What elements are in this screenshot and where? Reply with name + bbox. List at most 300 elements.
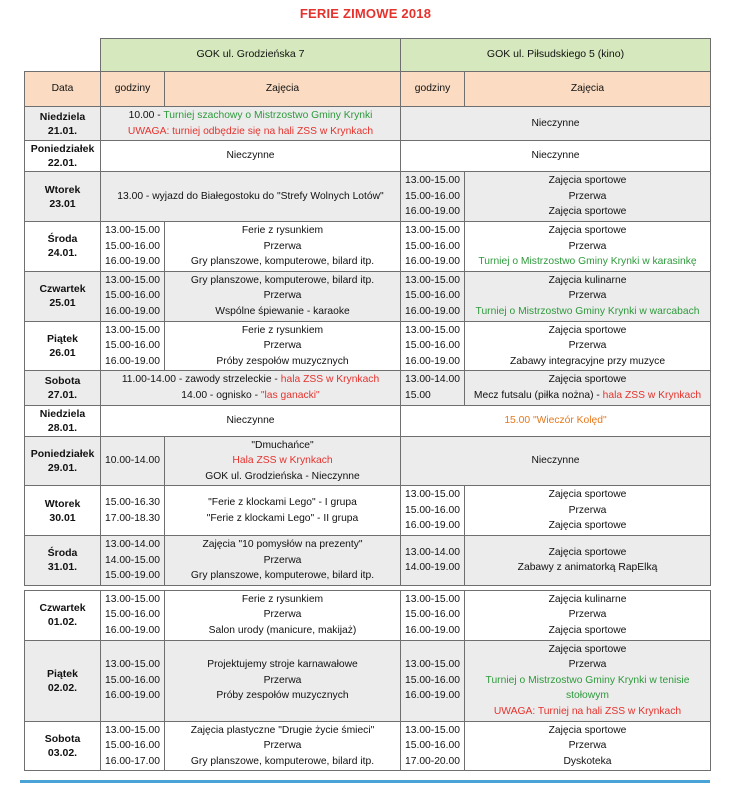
left-activity-text: Gry planszowe, komputerowe, bilard itp. — [190, 274, 375, 286]
day-name: Wtorek — [44, 183, 81, 196]
right-activity-line — [403, 116, 708, 132]
hours-line: 16.00-19.00 — [405, 206, 460, 218]
left-hours — [101, 271, 165, 321]
left-activity-line — [167, 511, 398, 527]
right-activities — [465, 172, 711, 222]
left-activity-text: 11.00-14.00 - zawody strzeleckie - — [121, 374, 281, 386]
location-left: GOK ul. Grodzieńska 7 — [101, 39, 401, 72]
right-activity-text: Zajęcia sportowe — [548, 520, 627, 532]
right-activity-line — [467, 223, 708, 239]
right-activity-text: Turniej o Mistrzostwo Gminy Krynki w warcabach — [475, 305, 700, 317]
hours-line: 15.00-16.00 — [405, 240, 460, 252]
day-name: Poniedziałek — [30, 447, 95, 460]
hours-line: 15.00-16.00 — [405, 504, 460, 516]
hours-line: 15.00-16.00 — [105, 674, 160, 686]
hours-line: 15.00-16.00 — [405, 740, 460, 752]
left-hours — [101, 590, 165, 640]
right-activities — [465, 371, 711, 405]
col-header-date: Data — [25, 72, 101, 107]
left-activity-text: Gry planszowe, komputerowe, bilard itp. — [190, 256, 375, 268]
left-activities-merged — [101, 172, 401, 222]
hours-line: 15.00-16.30 — [105, 497, 160, 509]
right-activity-line — [403, 413, 708, 429]
column-header-row — [25, 72, 711, 107]
left-activity-text: "Dmuchańce" — [251, 439, 314, 451]
right-activity-line — [467, 723, 708, 739]
right-activities — [465, 536, 711, 586]
hours-line: 15.00-16.00 — [105, 340, 160, 352]
left-activities — [165, 221, 401, 271]
right-activity-text: Turniej o Mistrzostwo Gminy Krynki w tenisie — [485, 674, 690, 686]
right-activity-text: Zajęcia sportowe — [548, 374, 627, 386]
col-header-activities-right: Zajęcia — [465, 72, 711, 107]
left-activity-text: 13.00 - wyjazd do Białegostoku do "Strefy Wolnych Lotów" — [117, 190, 384, 202]
left-activity-line — [167, 223, 398, 239]
right-activity-line — [467, 623, 708, 639]
left-activity-text: 10.00 - — [128, 110, 164, 121]
right-activity-line — [467, 323, 708, 339]
right-activity-line — [467, 642, 708, 658]
hours-line: 15.00-16.00 — [405, 190, 460, 202]
right-activity-text: Przerwa — [568, 340, 607, 352]
date-cell — [25, 141, 101, 172]
hours-line: 16.00-19.00 — [105, 305, 160, 317]
hours-line: 13.00-15.00 — [405, 593, 460, 605]
hours-line: 15.00-16.00 — [405, 290, 460, 302]
left-activities — [165, 536, 401, 586]
left-activity-text: "Ferie z klockami Lego" - II grupa — [206, 512, 359, 524]
page-title: FERIE ZIMOWE 2018 — [299, 6, 432, 21]
left-activity-text: "Ferie z klockami Lego" - I grupa — [208, 497, 357, 509]
right-activity-text: Turniej o Mistrzostwo Gminy Krynki w karasinkę — [478, 256, 697, 268]
right-activity-text: Przerwa — [568, 190, 607, 202]
right-activity-line — [467, 288, 708, 304]
left-activity-text: Przerwa — [263, 240, 302, 252]
left-activity-line — [167, 723, 398, 739]
hours-line: 13.00-15.00 — [405, 274, 460, 286]
right-activity-text: Dyskoteka — [563, 755, 612, 767]
left-activity-text: Ferie z rysunkiem — [241, 324, 324, 336]
left-activity-line — [167, 338, 398, 354]
right-hours — [401, 172, 465, 222]
hours-line: 15.00-16.00 — [405, 340, 460, 352]
bottom-rule — [20, 780, 710, 783]
left-activity-line — [167, 354, 398, 370]
date-cell — [25, 536, 101, 586]
right-activity-line — [467, 545, 708, 561]
right-activity-text: Zajęcia kulinarne — [548, 274, 627, 286]
schedule-row — [25, 590, 711, 640]
left-activity-text: Projektujemy stroje karnawałowe — [207, 659, 358, 671]
left-activity-line — [167, 607, 398, 623]
day-name: Niedziela — [39, 407, 86, 420]
hours-line: 13.00-14.00 — [105, 539, 160, 551]
right-activity-line — [467, 388, 708, 404]
right-activity-line — [467, 560, 708, 576]
date-cell — [25, 271, 101, 321]
right-activity-text: Zajęcia sportowe — [548, 643, 627, 655]
right-activity-line — [467, 372, 708, 388]
right-activities — [465, 321, 711, 371]
hours-line: 15.00-16.00 — [405, 609, 460, 621]
left-activity-text: Próby zespołów muzycznych — [216, 690, 349, 702]
day-date: 21.01. — [47, 124, 78, 137]
right-activity-line — [467, 592, 708, 608]
right-hours — [401, 371, 465, 405]
left-activity-text: Nieczynne — [226, 150, 275, 162]
hours-line: 16.00-17.00 — [105, 755, 160, 767]
left-activity-line — [167, 657, 398, 673]
schedule-row — [25, 371, 711, 405]
left-activity-line — [167, 438, 398, 454]
right-activity-line — [467, 503, 708, 519]
left-activities — [165, 486, 401, 536]
day-date: 25.01 — [49, 297, 76, 310]
day-name: Piątek — [47, 667, 78, 680]
hours-line: 16.00-19.00 — [105, 625, 160, 637]
right-activity-line — [467, 304, 708, 320]
hours-line: 13.00-15.00 — [405, 224, 460, 236]
left-activity-line — [167, 288, 398, 304]
hours-line: 13.00-15.00 — [105, 724, 160, 736]
left-activity-line — [103, 413, 398, 429]
right-activity-text: hala ZSS w Krynkach — [602, 389, 702, 401]
left-activity-text: Salon urody (manicure, makijaż) — [208, 625, 357, 637]
hours-line: 13.00-15.00 — [105, 274, 160, 286]
schedule-row — [25, 486, 711, 536]
location-right: GOK ul. Piłsudskiego 5 (kino) — [401, 39, 711, 72]
hours-line: 16.00-19.00 — [405, 355, 460, 367]
left-activities-merged — [101, 371, 401, 405]
day-name: Środa — [47, 233, 78, 246]
schedule-row — [25, 271, 711, 321]
left-hours — [101, 321, 165, 371]
right-activity-text: UWAGA: Turniej na hali ZSS w Krynkach — [493, 706, 682, 717]
right-activity-text: stołowym — [566, 690, 609, 702]
left-activity-line — [167, 592, 398, 608]
left-activity-line — [167, 323, 398, 339]
left-activity-text: 14.00 - ognisko - — [181, 389, 261, 401]
left-activity-line — [103, 189, 398, 205]
left-activity-line — [167, 688, 398, 704]
left-activity-line — [103, 372, 398, 388]
day-date: 23.01 — [49, 197, 76, 210]
left-activity-line — [167, 553, 398, 569]
left-activity-text: Wspólne śpiewanie - karaoke — [215, 305, 350, 317]
right-activity-line — [467, 754, 708, 770]
schedule-row — [25, 405, 711, 436]
schedule-row — [25, 141, 711, 172]
left-hours — [101, 640, 165, 721]
hours-line: 16.00-19.00 — [405, 690, 460, 702]
right-hours — [401, 486, 465, 536]
left-activity-text: Przerwa — [263, 674, 302, 686]
left-hours — [101, 486, 165, 536]
hours-line: 13.00-14.00 — [405, 546, 460, 558]
left-activity-text: Zajęcia plastyczne "Drugie życie śmieci" — [190, 724, 375, 736]
right-activities — [465, 486, 711, 536]
day-date: 28.01. — [47, 421, 78, 434]
left-activity-text: Nieczynne — [226, 414, 275, 426]
hours-line: 10.00-14.00 — [105, 455, 160, 467]
right-activity-text: Zajęcia sportowe — [548, 546, 627, 558]
left-activity-text: Gry planszowe, komputerowe, bilard itp. — [190, 570, 375, 582]
day-date: 26.01 — [49, 346, 76, 359]
left-activity-text: Przerwa — [263, 740, 302, 752]
hours-line: 14.00-19.00 — [405, 562, 460, 574]
date-cell — [25, 321, 101, 371]
left-activities — [165, 721, 401, 771]
day-date: 03.02. — [47, 746, 78, 759]
right-activity-text: Zabawy z animatorką RapElką — [517, 562, 658, 574]
hours-line: 17.00-18.30 — [105, 512, 160, 524]
right-hours — [401, 321, 465, 371]
hours-line: 13.00-15.00 — [105, 324, 160, 336]
left-activity-line — [167, 673, 398, 689]
left-activities — [165, 271, 401, 321]
left-activities — [165, 640, 401, 721]
right-activity-text: Zajęcia sportowe — [548, 206, 627, 218]
right-activity-line — [467, 704, 708, 720]
hours-line: 13.00-15.00 — [405, 324, 460, 336]
left-activity-text: UWAGA: turniej odbędzie się na hali ZSS w Krynkach — [127, 125, 374, 137]
day-name: Sobota — [44, 374, 81, 387]
left-activities-merged — [101, 107, 401, 141]
left-hours — [101, 221, 165, 271]
left-activity-text: Przerwa — [263, 340, 302, 352]
hours-line: 13.00-15.00 — [405, 489, 460, 501]
left-hours — [101, 536, 165, 586]
right-activity-text: Zajęcia sportowe — [548, 175, 627, 187]
col-header-activities-left: Zajęcia — [165, 72, 401, 107]
hours-line: 13.00-15.00 — [405, 659, 460, 671]
date-cell — [25, 221, 101, 271]
day-date: 29.01. — [47, 461, 78, 474]
left-activity-text: Przerwa — [263, 290, 302, 302]
hours-line: 14.00-15.00 — [105, 554, 160, 566]
left-hours — [101, 721, 165, 771]
hours-line: 13.00-15.00 — [105, 224, 160, 236]
left-hours — [101, 436, 165, 486]
day-name: Czwartek — [39, 602, 86, 615]
right-activity-text: Mecz futsalu (piłka nożna) - — [473, 389, 603, 401]
date-cell — [25, 721, 101, 771]
right-activity-line — [467, 518, 708, 534]
left-activity-line — [167, 537, 398, 553]
hours-line: 13.00-15.00 — [405, 175, 460, 187]
hours-line: 13.00-15.00 — [105, 659, 160, 671]
day-name: Piątek — [47, 332, 78, 345]
left-activity-line — [167, 453, 398, 469]
right-activity-line — [467, 173, 708, 189]
right-hours — [401, 536, 465, 586]
right-activity-text: Przerwa — [568, 659, 607, 671]
right-activity-text: Nieczynne — [531, 117, 580, 129]
day-name: Wtorek — [44, 497, 81, 510]
right-activity-text: Nieczynne — [531, 150, 580, 162]
day-name: Sobota — [44, 732, 81, 745]
hours-line: 15.00-16.00 — [105, 609, 160, 621]
right-activities — [465, 590, 711, 640]
date-cell — [25, 405, 101, 436]
blank-corner — [25, 39, 101, 72]
left-activity-line — [167, 623, 398, 639]
location-header-row — [25, 39, 711, 72]
right-activity-text: 15.00 "Wieczór Kolęd" — [504, 414, 607, 426]
right-activity-line — [467, 738, 708, 754]
left-activity-text: GOK ul. Grodzieńska - Nieczynne — [205, 470, 360, 482]
date-cell — [25, 436, 101, 486]
right-hours — [401, 640, 465, 721]
hours-line: 13.00-15.00 — [405, 724, 460, 736]
left-activities — [165, 436, 401, 486]
hours-line: 16.00-19.00 — [405, 625, 460, 637]
day-date: 30.01 — [49, 511, 76, 524]
left-activity-line — [167, 273, 398, 289]
left-activity-text: "las ganacki" — [260, 389, 320, 401]
hours-line: 16.00-19.00 — [105, 256, 160, 268]
right-hours — [401, 221, 465, 271]
date-cell — [25, 107, 101, 141]
col-header-hours-left: godziny — [101, 72, 165, 107]
right-activity-line — [467, 254, 708, 270]
hours-line: 13.00-15.00 — [105, 593, 160, 605]
left-activities-merged — [101, 141, 401, 172]
right-activity-text: Zajęcia sportowe — [548, 489, 627, 501]
right-activity-text: Zajęcia sportowe — [548, 324, 627, 336]
day-name: Niedziela — [39, 110, 86, 123]
schedule-row — [25, 107, 711, 141]
schedule-row — [25, 721, 711, 771]
hours-line: 15.00-16.00 — [105, 740, 160, 752]
right-activity-text: Zajęcia sportowe — [548, 625, 627, 637]
schedule-row — [25, 172, 711, 222]
right-hours — [401, 590, 465, 640]
hours-line: 15.00-19.00 — [105, 570, 160, 582]
left-activity-line — [167, 754, 398, 770]
left-activity-line — [167, 568, 398, 584]
day-date: 01.02. — [47, 616, 78, 629]
day-date: 27.01. — [47, 388, 78, 401]
date-cell — [25, 172, 101, 222]
schedule-row — [25, 321, 711, 371]
day-date: 31.01. — [47, 561, 78, 574]
right-activity-text: Zajęcia sportowe — [548, 224, 627, 236]
day-date: 24.01. — [47, 247, 78, 260]
right-activities — [465, 721, 711, 771]
day-date: 22.01. — [47, 157, 78, 170]
left-activity-text: Gry planszowe, komputerowe, bilard itp. — [190, 755, 375, 767]
right-activity-line — [467, 204, 708, 220]
right-activity-line — [403, 148, 708, 164]
hours-line: 16.00-19.00 — [405, 305, 460, 317]
left-activity-text: Turniej szachowy o Mistrzostwo Gminy Krynki — [163, 110, 373, 121]
right-activity-line — [467, 487, 708, 503]
left-activity-line — [167, 495, 398, 511]
date-cell — [25, 590, 101, 640]
right-activities-merged — [401, 405, 711, 436]
schedule-row — [25, 640, 711, 721]
left-activity-text: Ferie z rysunkiem — [241, 224, 324, 236]
day-name: Poniedziałek — [30, 143, 95, 156]
day-name: Środa — [47, 547, 78, 560]
date-cell — [25, 486, 101, 536]
day-name: Czwartek — [39, 283, 86, 296]
left-activity-line — [167, 239, 398, 255]
left-activity-text: Próby zespołów muzycznych — [216, 355, 349, 367]
right-activity-line — [467, 657, 708, 673]
hours-line: 16.00-19.00 — [405, 520, 460, 532]
date-cell — [25, 371, 101, 405]
right-activity-line — [467, 239, 708, 255]
left-activity-text: Ferie z rysunkiem — [241, 593, 324, 605]
schedule-body — [25, 107, 711, 771]
left-activity-line — [167, 254, 398, 270]
right-activity-line — [467, 607, 708, 623]
hours-line: 16.00-19.00 — [105, 690, 160, 702]
schedule-row — [25, 221, 711, 271]
right-activity-text: Zajęcia sportowe — [548, 724, 627, 736]
day-date: 02.02. — [47, 681, 78, 694]
right-activity-line — [403, 453, 708, 469]
right-activity-text: Zajęcia kulinarne — [548, 593, 627, 605]
right-activity-text: Przerwa — [568, 504, 607, 516]
hours-line: 17.00-20.00 — [405, 755, 460, 767]
right-activity-text: Przerwa — [568, 609, 607, 621]
schedule-row — [25, 536, 711, 586]
right-activities — [465, 271, 711, 321]
left-activity-line — [103, 388, 398, 404]
left-activity-text: Hala ZSS w Krynkach — [232, 455, 333, 467]
right-activity-text: Przerwa — [568, 290, 607, 302]
hours-line: 13.00-14.00 — [405, 374, 460, 386]
date-cell — [25, 640, 101, 721]
right-activities — [465, 640, 711, 721]
hours-line: 15.00-16.00 — [105, 290, 160, 302]
right-activity-line — [467, 338, 708, 354]
hours-line: 15.00-16.00 — [105, 240, 160, 252]
right-activity-line — [467, 673, 708, 689]
left-activity-text: Przerwa — [263, 609, 302, 621]
right-activity-text: Przerwa — [568, 240, 607, 252]
left-activity-line — [103, 124, 398, 140]
hours-line: 15.00-16.00 — [405, 674, 460, 686]
right-activity-line — [467, 354, 708, 370]
left-activity-text: Zajęcia "10 pomysłów na prezenty" — [202, 539, 363, 551]
left-activity-line — [167, 304, 398, 320]
col-header-hours-right: godziny — [401, 72, 465, 107]
right-activities-merged — [401, 107, 711, 141]
right-activity-line — [467, 189, 708, 205]
right-hours — [401, 271, 465, 321]
left-activities-merged — [101, 405, 401, 436]
left-activity-line — [103, 148, 398, 164]
hours-line: 16.00-19.00 — [105, 355, 160, 367]
right-hours — [401, 721, 465, 771]
left-activity-text: Przerwa — [263, 554, 302, 566]
left-activities — [165, 321, 401, 371]
hours-line: 16.00-19.00 — [405, 256, 460, 268]
hours-line: 15.00 — [405, 389, 431, 401]
right-activities-merged — [401, 141, 711, 172]
right-activities — [465, 221, 711, 271]
left-activities — [165, 590, 401, 640]
right-activity-text: Zabawy integracyjne przy muzyce — [509, 355, 666, 367]
left-activity-line — [167, 469, 398, 485]
right-activity-text: Przerwa — [568, 740, 607, 752]
right-activity-line — [467, 273, 708, 289]
left-activity-line — [103, 108, 398, 124]
